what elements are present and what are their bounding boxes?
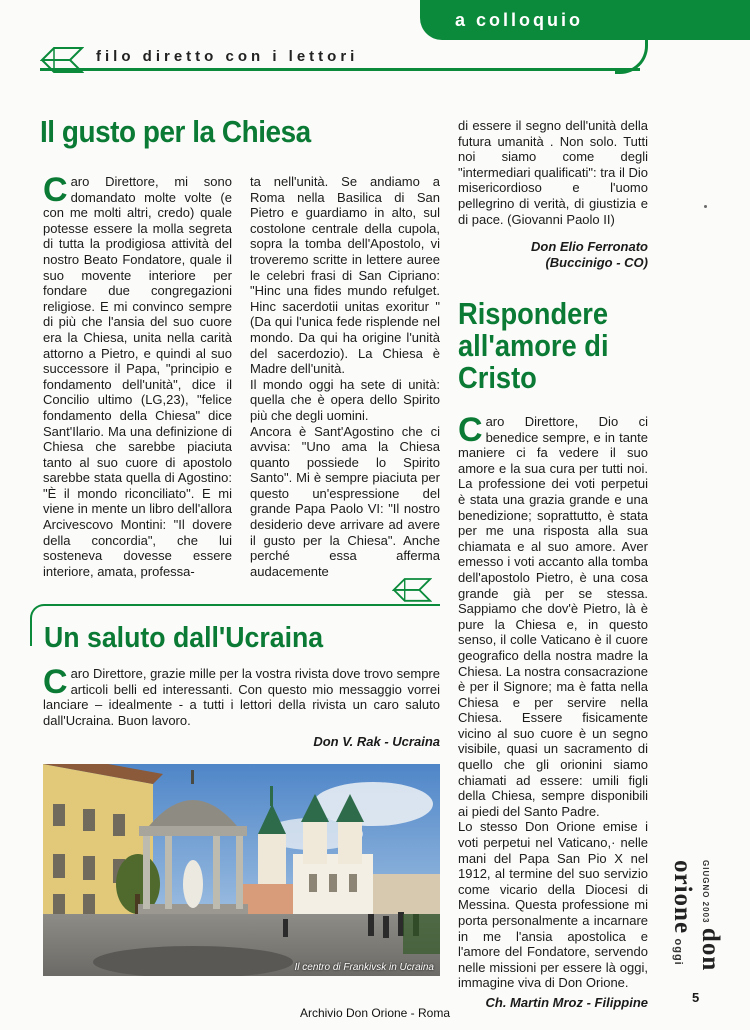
article-chiesa-col3: [458, 118, 648, 270]
signature-ferronato-place: (Buccinigo - CO): [545, 254, 648, 270]
article-ucraina-text: aro Direttore, grazie mille per la vostra rivista dove trovo sempre articoli belli ed interessanti. Con questo mio messaggio vorrei lanciare – idealmente - a tutti i lettori della rivista un caro saluto dall'Ucraina. Buon lavoro.: [43, 666, 440, 728]
archive-footer: Archivio Don Orione - Roma: [299, 1006, 451, 1020]
article-chiesa-text2b: Il mondo oggi ha sete di unità: quella che è opera dello Spirito più che degli uomini.: [250, 376, 440, 423]
masthead-rotated: [669, 860, 724, 1000]
photo-caption: Il centro di Frankivsk in Ucraina: [294, 962, 434, 973]
divider-rule: [44, 604, 440, 606]
article-title-rispondere: Rispondere all'amore di Cristo: [458, 296, 609, 395]
article-rispondere-text1: aro Direttore, Dio ci benedice sempre, e in tante maniere ci fa vedere il suo amore e la sua cura per tutti noi. La professione dei voti perpetui è stata una grazia grande e una benedizione; soprattutto, è stata per me una risposta alla sua chiamata e al suo amore. Aver emesso i voti accanto alla tomba dell'apostolo Pietro, è una cosa grande già per se stessa. Sappiamo che dov'è Pietro, là è pure la Chiesa e, in questo senso, il colle Vaticano è il cuore geografico della nostra madre la Chiesa. La nostra consacrazione è per il Signore; ma è fatta nella Chiesa e per servire nella Chiesa. Essere fisicamente vicino al suo cuore è un segno visibile, quasi un sacramento di quello che gli orionini siamo chiamati ad essere: umili figli della Chiesa, sempre disponibili ai piedi del Santo Padre.: [458, 414, 648, 819]
article-chiesa-col1: [43, 171, 232, 579]
signature-ferronato: Don Elio Ferronato: [531, 239, 648, 255]
article-rispondere-text2: Lo stesso Don Orione emise i voti perpetui nel Vaticano,· nelle mani del Papa San Pio X nel 1912, al termine del suo servizio come vicario della Diocesi di Messina. Questa professione mi porta personalmente a incarnare in me l'ansia apostolica e l'amore del Fondatore, servendo nelle missioni per essere là oggi, immagine viva di Don Orione.: [458, 819, 648, 991]
article-chiesa-text3: di essere il segno dell'unità della futura umanità . Non solo. Tutti noi siamo come degli "intermediari qualificati": tra il Dio misericordioso e l'uomo pellegrino di verità, di giustizia e di pace. (Giovanni Paolo II): [458, 118, 648, 227]
article-chiesa-col2: [250, 174, 440, 579]
header-rule-curve: [615, 38, 648, 74]
dropcap: C: [43, 171, 68, 209]
envelope-logo-icon: [392, 575, 432, 608]
envelope-logo-icon: [40, 44, 84, 79]
signature-rak: Don V. Rak - Ucraina: [313, 734, 440, 750]
photo-frankivsk-illustration: [43, 764, 440, 976]
article-rispondere-body: [458, 411, 648, 1011]
article-title-chiesa: Il gusto per la Chiesa: [40, 114, 311, 149]
article-chiesa-text2c: Ancora è Sant'Agostino che ci avvisa: "Uno ama la Chiesa quanto possiede lo Spirito Santo". Mi è sempre piaciuta per questo un'espressione del grande Papa Paolo VI: "Il nostro desiderio deve arrivare ad avere il gusto per la Chiesa". Anche perché essa afferma audacemente: [250, 423, 440, 579]
section-tab-label: a colloquio: [455, 10, 584, 30]
article-title-ucraina: Un saluto dall'Ucraina: [44, 622, 324, 654]
dropcap: C: [43, 663, 68, 701]
dropcap: C: [458, 411, 483, 449]
section-label: filo diretto con i lettori: [96, 48, 359, 65]
masthead-date: GIUGNO 2003: [701, 860, 710, 924]
masthead-vertical: [669, 860, 724, 1000]
page-number: 5: [692, 990, 700, 1005]
photo-frankivsk: [43, 764, 440, 976]
masthead-brand: don orione: [669, 860, 724, 972]
speck: [704, 205, 707, 208]
signature-mroz: Ch. Martin Mroz - Filippine: [485, 994, 648, 1010]
header-rule: [40, 68, 640, 71]
masthead-sub: oggi: [672, 938, 684, 966]
article-chiesa-text2: ta nell'unità. Se andiamo a Roma nella Basilica di San Pietro e guardiamo in alto, sul costolone centrale della cupola, sopra la tomba dell'Apostolo, vi troveremo scritte in lettere auree le celebri frasi di San Cipriano: "Hinc una fides mundo refulget. Hinc sacerdotii unitas exoritur "(Da qui l'unica fede risplende nel mondo. Da qui ha origine l'unità del sacerdozio). La Chiesa è Madre dell'unità.: [250, 174, 440, 377]
article-ucraina-body: [43, 663, 440, 750]
article-chiesa-text1: aro Direttore, mi sono domandato molte volte (e con me molti altri, credo) quale potesse essere la molla segreta di tutta la prodigiosa attività del nostro Beato Fondatore, quale il suo movente interiore per fondare due congregazioni religiose. E mi convinco sempre di più che l'ansia del suo cuore era la Chiesa, unita nella carità attorno a Pietro, e quindi al suo successore il Papa, "principio e fondamento dell'unità", dice il Concilio ultimo (LG,23), "felice fondamento della Chiesa" dice Sant'Ilario. Ma una definizione di Chiesa che sarebbe piaciuta tanto al suo cuore di apostolo sarebbe stata quella di Agostino: "È il mondo riconciliato". E mi viene in mente un libro dell'allora Arcivescovo Montini: "Il dovere della concordia", che lui sosteneva dovesse essere interiore, amata, professa-: [43, 174, 232, 579]
